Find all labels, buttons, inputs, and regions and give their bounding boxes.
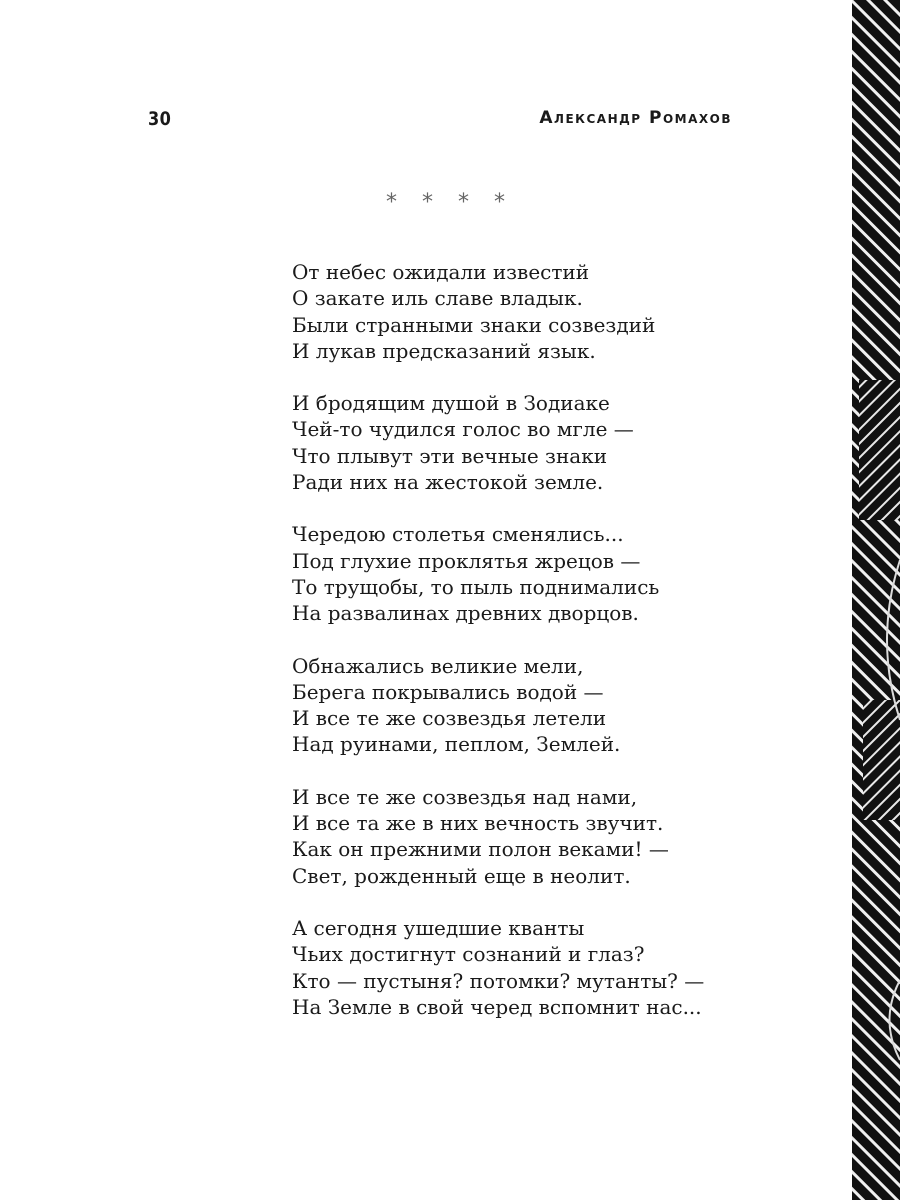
section-separator: * * * * [386, 190, 514, 215]
stanza [292, 259, 704, 364]
poem-line: Чей-то чудился голос во мгле — [292, 417, 634, 442]
poem-line: Под глухие проклятья жрецов — [292, 548, 641, 573]
poem-line: От небес ожидали известий [292, 260, 590, 284]
poem-line: Ради них на жестокой земле. [292, 470, 604, 495]
poem-line: Обнажались великие мели, [292, 653, 584, 678]
poem-line: Берега покрывались водой — [292, 679, 604, 704]
poem-line: О закате иль славе владык. [292, 286, 583, 311]
poem-line: Чьих достигнут сознаний и глаз? [292, 942, 645, 967]
poem-line: Что плывут эти вечные знаки [292, 443, 608, 468]
stanza [292, 521, 704, 626]
stanza [292, 915, 704, 1020]
poem-line: Чередою столетья сменялись... [292, 522, 624, 547]
edge-ornament-icon [849, 0, 900, 1200]
poem-line: Были странными знаки созвездий [292, 312, 656, 337]
poem-line: Над руинами, пеплом, Землей. [292, 732, 621, 757]
poem-line: И бродящим душой в Зодиаке [292, 391, 610, 416]
poem-line: На Земле в свой черед вспомнит нас... [292, 994, 702, 1019]
page-number: 30 [148, 108, 172, 130]
stanza [292, 653, 704, 758]
stanza [292, 390, 704, 495]
poem-line: Как он прежними полон веками! — [292, 837, 669, 862]
poem-line: То трущобы, то пыль поднимались [292, 574, 660, 599]
poem-line: И лукав предсказаний язык. [292, 338, 596, 363]
stanza [292, 784, 704, 889]
poem-line: И все те же созвездья летели [292, 706, 607, 731]
poem-line: А сегодня ушедшие кванты [292, 915, 585, 940]
poem-line: Свет, рожденный еще в неолит. [292, 863, 631, 888]
poem-line: Кто — пустыня? потомки? мутанты? — [292, 968, 705, 993]
poem-line: На развалинах древних дворцов. [292, 601, 639, 626]
poem-line: И все те же созвездья над нами, [292, 784, 638, 809]
running-header: Александр Ромахов [539, 108, 732, 128]
poem [292, 259, 704, 1046]
poem-line: И все та же в них вечность звучит. [292, 811, 664, 836]
